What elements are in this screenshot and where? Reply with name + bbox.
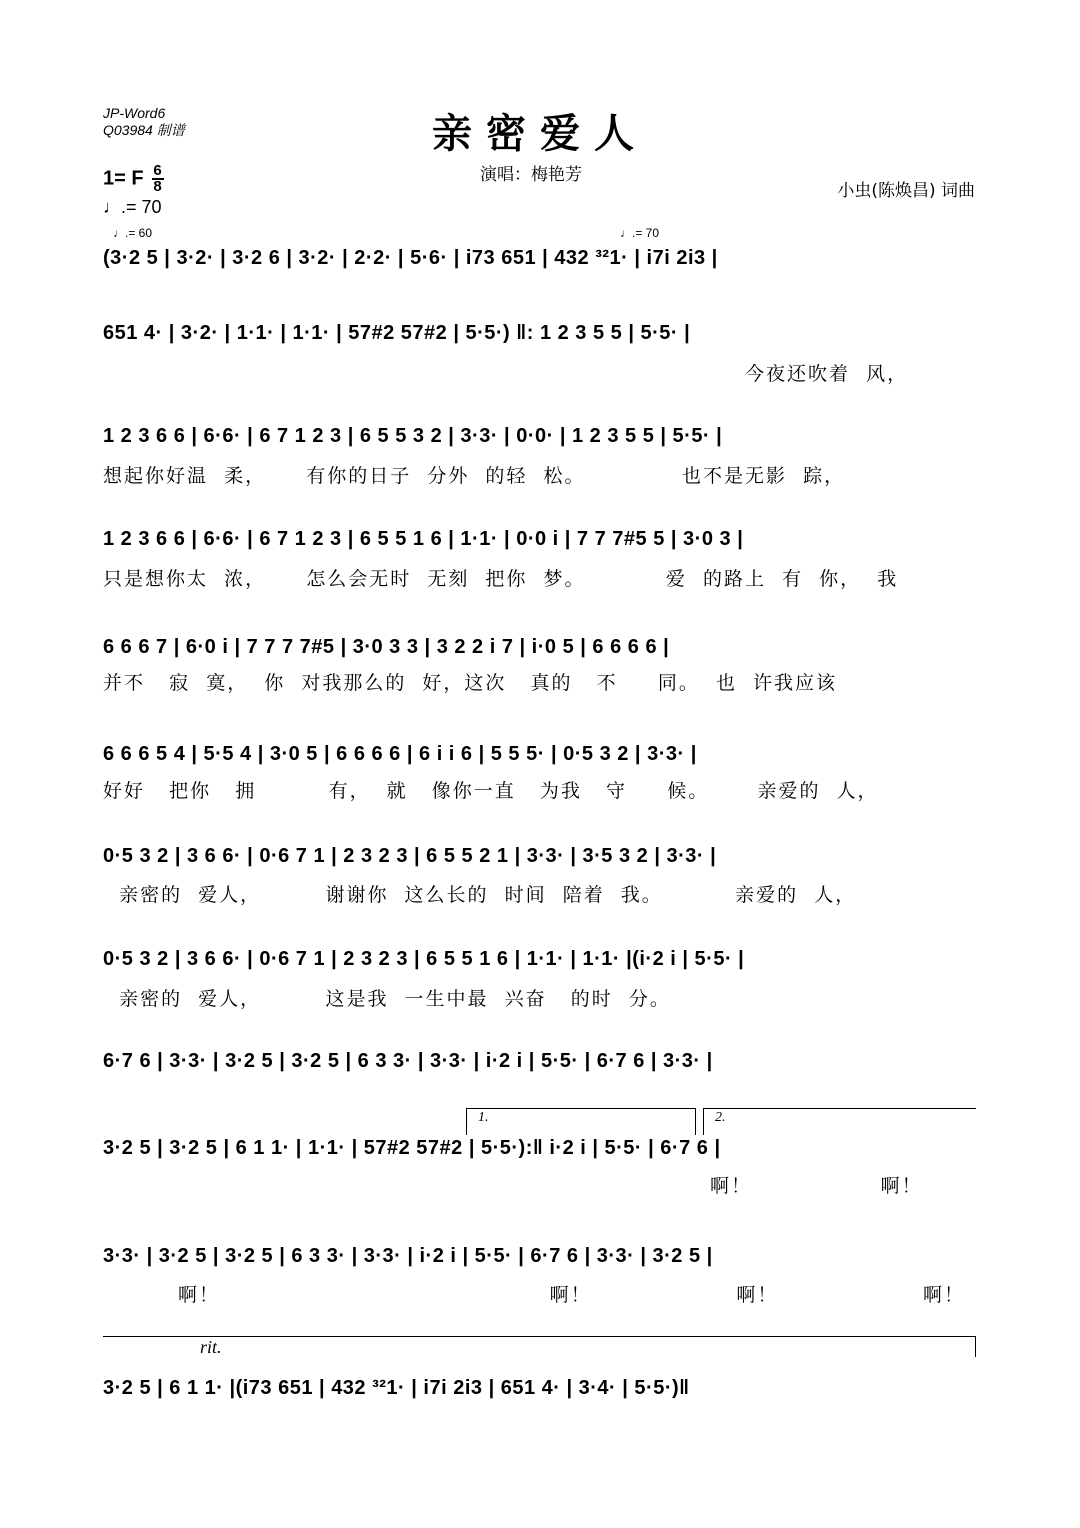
time-denominator: 8 bbox=[153, 178, 162, 195]
score-line-2: 651 4· | 3·2· | 1·1· | 1·1· | 57#2 57#2 | 5·5·) ‖: 1 2 3 5 5 | 5·5· | bbox=[103, 322, 691, 344]
score-line-5: 6 6 6 7 | 6·0 i | 7 7 7 7#5 | 3·0 3 3 | 3 2 2 i 7 | i·0 5 | 6 6 6 6 | bbox=[103, 636, 670, 658]
volta-label-2: 2. bbox=[715, 1110, 726, 1125]
tempo-mark: ♩.= 70 bbox=[103, 197, 162, 217]
lyrics-line-4: 只是想你太 浓， 怎么会无时 无刻 把你 梦。 爱 的路上 有 你， 我 bbox=[103, 568, 899, 590]
score-line-9: 6·7 6 | 3·3· | 3·2 5 | 3·2 5 | 6 3 3· | 3·3· | i·2 i | 5·5· | 6·7 6 | 3·3· | bbox=[103, 1050, 713, 1072]
tempo-mark-60: ♩.= 60 bbox=[113, 226, 153, 240]
rit-bracket bbox=[103, 1336, 976, 1357]
lyrics-line-8: 亲密的 爱人， 这是我 一生中最 兴奋 的时 分。 bbox=[103, 988, 671, 1010]
lyrics-line-11: 啊！ 啊！ 啊！ 啊！ bbox=[178, 1284, 966, 1306]
software-credit: JP-Word6 bbox=[103, 105, 166, 121]
tempo-mark-70: ♩.= 70 bbox=[620, 226, 660, 240]
key-signature bbox=[103, 164, 164, 194]
lyrics-line-10: 啊！ 啊！ bbox=[710, 1175, 923, 1197]
author-credit: 小虫(陈焕昌) 词曲 bbox=[837, 181, 975, 201]
lyrics-line-6: 好好 把你 拥 有， 就 像你一直 为我 守 候。 亲爱的 人， bbox=[103, 780, 879, 802]
volta-label-1: 1. bbox=[478, 1110, 489, 1125]
score-line-6: 6 6 6 5 4 | 5·5 4 | 3·0 5 | 6 6 6 6 | 6 i i 6 | 5 5 5· | 0·5 3 2 | 3·3· | bbox=[103, 743, 697, 765]
page-title: 亲密爱人 bbox=[432, 110, 648, 157]
score-line-10: 3·2 5 | 3·2 5 | 6 1 1· | 1·1· | 57#2 57#2 | 5·5·):‖ i·2 i | 5·5· | 6·7 6 | bbox=[103, 1137, 721, 1159]
lyrics-line-7: 亲密的 爱人， 谢谢你 这么长的 时间 陪着 我。 亲爱的 人， bbox=[103, 884, 857, 906]
lyrics-line-3: 想起你好温 柔， 有你的日子 分外 的轻 松。 也不是无影 踪， bbox=[103, 465, 846, 487]
lyrics-line-2: 今夜还吹着 风， bbox=[745, 363, 909, 385]
lyrics-line-5: 并不 寂 寞， 你 对我那么的 好，这次 真的 不 同。 也 许我应该 bbox=[103, 672, 838, 694]
volta-bracket-1 bbox=[466, 1108, 696, 1135]
score-line-3: 1 2 3 6 6 | 6·6· | 6 7 1 2 3 | 6 5 5 3 2 | 3·3· | 0·0· | 1 2 3 5 5 | 5·5· | bbox=[103, 425, 723, 447]
score-line-1: (3·2 5 | 3·2· | 3·2 6 | 3·2· | 2·2· | 5·6· | i73 651 | 432 ³²1· | i7i 2i3 | bbox=[103, 247, 718, 269]
volta-bracket-2 bbox=[703, 1108, 976, 1135]
time-numerator: 6 bbox=[153, 162, 162, 179]
time-signature bbox=[152, 164, 164, 194]
score-line-11: 3·3· | 3·2 5 | 3·2 5 | 6 3 3· | 3·3· | i·2 i | 5·5· | 6·7 6 | 3·3· | 3·2 5 | bbox=[103, 1245, 713, 1267]
score-line-12: 3·2 5 | 6 1 1· |(i73 651 | 432 ³²1· | i7i 2i3 | 651 4· | 3·4· | 5·5·)‖ bbox=[103, 1377, 690, 1399]
score-line-4: 1 2 3 6 6 | 6·6· | 6 7 1 2 3 | 6 5 5 1 6 | 1·1· | 0·0 i | 7 7 7#5 5 | 3·0 3 | bbox=[103, 528, 744, 550]
key-label: 1= F bbox=[103, 167, 144, 190]
score-line-8: 0·5 3 2 | 3 6 6· | 0·6 7 1 | 2 3 2 3 | 6 5 5 1 6 | 1·1· | 1·1· |(i·2 i | 5·5· | bbox=[103, 948, 745, 970]
singer-credit: 演唱：梅艳芳 bbox=[480, 165, 582, 185]
score-line-7: 0·5 3 2 | 3 6 6· | 0·6 7 1 | 2 3 2 3 | 6 5 5 2 1 | 3·3· | 3·5 3 2 | 3·3· | bbox=[103, 845, 717, 867]
rit-mark: rit. bbox=[200, 1337, 222, 1357]
maker-credit: Q03984 制谱 bbox=[103, 122, 185, 138]
